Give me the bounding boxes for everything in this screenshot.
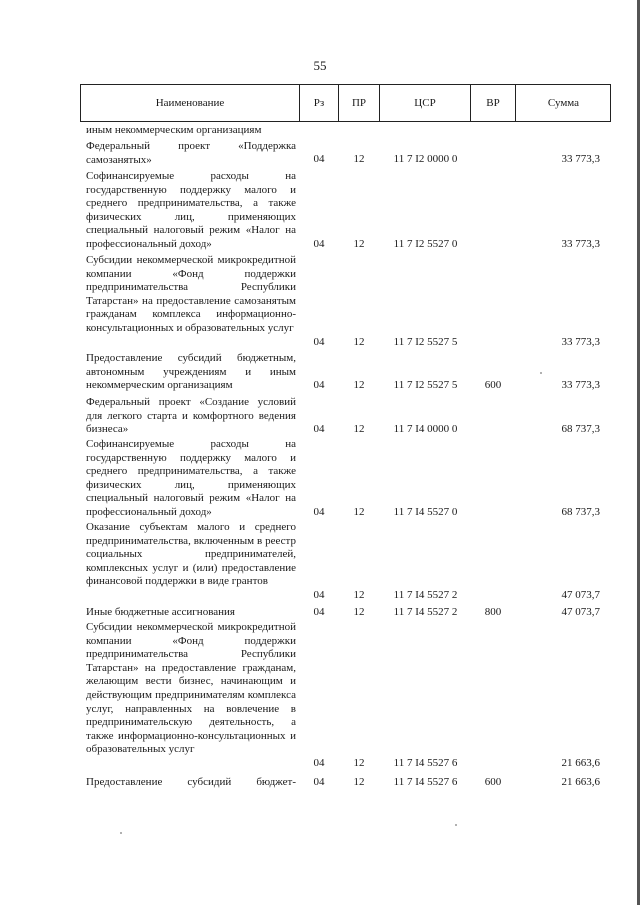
row-csr: 11 7 I2 5527 5 <box>393 336 458 348</box>
header-sum: Сумма <box>547 97 580 109</box>
row-csr: 11 7 I2 5527 5 <box>393 379 458 391</box>
row-vr: 600 <box>484 776 502 788</box>
row-vr: 800 <box>484 606 502 618</box>
row-rz: 04 <box>313 423 325 435</box>
row-sum: 21 663,6 <box>561 776 600 788</box>
row-rz: 04 <box>313 153 325 165</box>
row-sum: 68 737,3 <box>561 506 600 518</box>
row-csr: 11 7 I4 5527 0 <box>393 506 458 518</box>
header-vr: ВР <box>486 97 500 109</box>
row-csr: 11 7 I4 5527 2 <box>393 589 458 601</box>
row-pr: 12 <box>353 506 365 518</box>
scan-speck <box>540 372 542 374</box>
row-name: Иные бюджетные ассигнования <box>86 606 235 618</box>
row-name: Софинансируемые расходы на государственную поддержку малого и среднего предпринимательства, а также физических лиц, применяющих специальный налоговый режим «Налог на профессиональный доход» <box>86 438 296 518</box>
header-name: Наименование <box>155 97 225 109</box>
row-pr: 12 <box>353 776 365 788</box>
row-pr: 12 <box>353 423 365 435</box>
row-sum: 68 737,3 <box>561 423 600 435</box>
row-rz: 04 <box>313 336 325 348</box>
row-name: Субсидии некоммерческой микрокредитной компании «Фонд поддержки предпринимательства Республики Татарстан» на предоставление самозанятым гражданам комплекса информационно-консультационных и образовательных услуг <box>86 254 296 334</box>
row-pr: 12 <box>353 153 365 165</box>
row-name: иным некоммерческим организациям <box>86 124 262 136</box>
row-csr: 11 7 I4 5527 6 <box>393 757 458 769</box>
row-name: Федеральный проект «Поддержка самозанятых» <box>86 140 296 166</box>
row-rz: 04 <box>313 776 325 788</box>
row-sum: 47 073,7 <box>561 606 600 618</box>
row-rz: 04 <box>313 379 325 391</box>
header-rz: Рз <box>313 97 325 109</box>
header-csr: ЦСР <box>414 97 436 109</box>
page-number: 55 <box>313 58 327 73</box>
row-pr: 12 <box>353 757 365 769</box>
row-name: Софинансируемые расходы на государственную поддержку малого и среднего предпринимательства, а также физических лиц, применяющих специальный налоговый режим «Налог на профессиональный доход» <box>86 170 296 250</box>
row-name: Оказание субъектам малого и среднего предпринимательства, включенным в реестр социальных предпринимателей, комплексных услуг и (или) предоставление финансовой поддержки в виде грантов <box>86 521 296 588</box>
row-pr: 12 <box>353 238 365 250</box>
row-rz: 04 <box>313 606 325 618</box>
row-rz: 04 <box>313 506 325 518</box>
row-pr: 12 <box>353 379 365 391</box>
header-pr: ПР <box>351 97 367 109</box>
row-rz: 04 <box>313 238 325 250</box>
row-sum: 21 663,6 <box>561 757 600 769</box>
row-name: Федеральный проект «Создание условий для легкого старта и комфортного ведения бизнеса» <box>86 396 296 436</box>
table-header <box>80 84 611 122</box>
row-csr: 11 7 I4 5527 2 <box>393 606 458 618</box>
row-rz: 04 <box>313 589 325 601</box>
scan-speck <box>120 832 122 834</box>
row-pr: 12 <box>353 336 365 348</box>
row-sum: 33 773,3 <box>561 238 600 250</box>
row-sum: 47 073,7 <box>561 589 600 601</box>
row-name: Предоставление субсидий бюджет- <box>86 776 296 788</box>
row-name: Субсидии некоммерческой микрокредитной компании «Фонд поддержки предпринимательства Республики Татарстан» на предоставление гражданам, желающим вести бизнес, начинающим и действующим предпринимателям комплекса услуг, направленных на вовлечение в предпринимательскую деятельность, а также информационно-консультационных и образовательных услуг <box>86 621 296 756</box>
row-sum: 33 773,3 <box>561 379 600 391</box>
scan-speck <box>455 824 457 826</box>
row-rz: 04 <box>313 757 325 769</box>
row-name: Предоставление субсидий бюджетным, автономным учреждениям и иным некоммерческим организациям <box>86 352 296 392</box>
row-sum: 33 773,3 <box>561 336 600 348</box>
row-csr: 11 7 I2 5527 0 <box>393 238 458 250</box>
row-vr: 600 <box>484 379 502 391</box>
row-pr: 12 <box>353 606 365 618</box>
row-csr: 11 7 I4 0000 0 <box>393 423 458 435</box>
row-pr: 12 <box>353 589 365 601</box>
row-csr: 11 7 I4 5527 6 <box>393 776 458 788</box>
row-sum: 33 773,3 <box>561 153 600 165</box>
row-csr: 11 7 I2 0000 0 <box>393 153 458 165</box>
